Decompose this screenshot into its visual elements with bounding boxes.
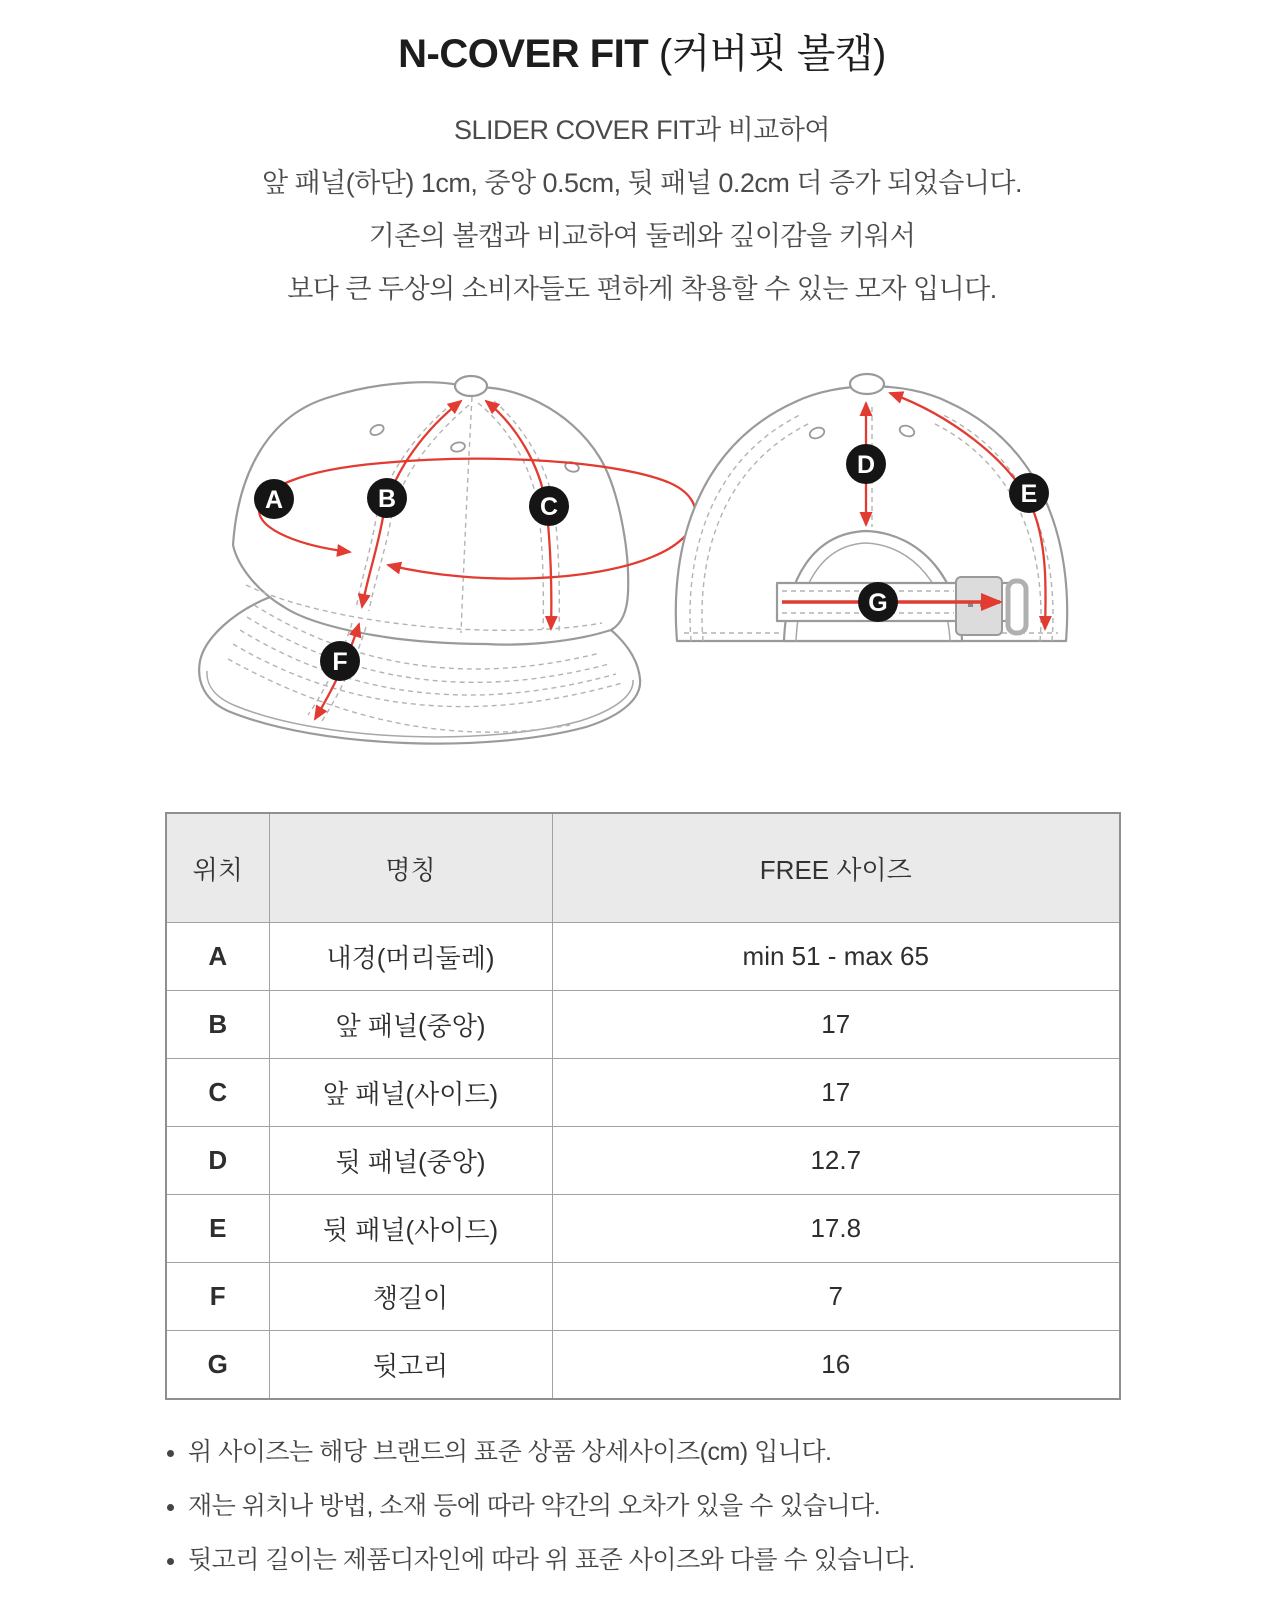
measure-label-g	[858, 582, 898, 622]
size-table-row	[166, 1331, 1120, 1400]
strap-end-ring	[1008, 581, 1026, 633]
cell-name: 챙길이	[269, 1263, 552, 1331]
svg-text:D: D	[856, 451, 876, 479]
description-line: 보다 큰 두상의 소비자들도 편하게 착용할 수 있는 모자 입니다.	[287, 274, 997, 304]
note-item: • 뒷고리 길이는 제품디자인에 따라 위 표준 사이즈와 다를 수 있습니다.	[188, 1545, 1198, 1575]
measure-label-c	[529, 486, 569, 526]
notes-list	[160, 1437, 1198, 1597]
measure-label-b	[367, 478, 407, 518]
cell-name: 뒷고리	[269, 1331, 552, 1400]
measure-label-a	[254, 479, 294, 519]
cell-position: A	[166, 923, 269, 991]
title-product-name: N-COVER FIT	[398, 32, 649, 76]
cap-back-view	[676, 374, 1067, 641]
strap-buckle	[956, 577, 1002, 635]
col-header-position: 위치	[166, 813, 269, 923]
cell-position: D	[166, 1127, 269, 1195]
cap-side-view	[199, 376, 695, 744]
description	[0, 104, 1284, 316]
description-line: 앞 패널(하단) 1cm, 중앙 0.5cm, 뒷 패널 0.2cm 더 증가 되었습니다.	[261, 168, 1023, 198]
note-item: • 위 사이즈는 해당 브랜드의 표준 상품 상세사이즈(cm) 입니다.	[188, 1437, 1198, 1467]
note-item: • 재는 위치나 방법, 소재 등에 따라 약간의 오차가 있을 수 있습니다.	[188, 1491, 1198, 1521]
page-title	[0, 22, 1284, 79]
size-table-row	[166, 991, 1120, 1059]
cell-position: F	[166, 1263, 269, 1331]
size-table-row	[166, 1059, 1120, 1127]
cell-position: B	[166, 991, 269, 1059]
cell-value: min 51 - max 65	[552, 923, 1120, 991]
cap-crown	[233, 382, 628, 644]
description-line: SLIDER COVER FIT과 비교하여	[454, 115, 830, 145]
description-line: 기존의 볼캡과 비교하여 둘레와 깊이감을 키워서	[368, 221, 916, 251]
cell-name: 앞 패널(사이드)	[269, 1059, 552, 1127]
svg-text:E: E	[1020, 480, 1038, 508]
size-table-row	[166, 923, 1120, 991]
size-table-header-row	[166, 813, 1120, 923]
cell-name: 뒷 패널(중앙)	[269, 1127, 552, 1195]
measure-label-d	[846, 444, 886, 484]
col-header-name: 명칭	[269, 813, 552, 923]
cell-value: 17	[552, 991, 1120, 1059]
measure-label-e	[1009, 473, 1049, 513]
cell-name: 앞 패널(중앙)	[269, 991, 552, 1059]
cap-measurement-diagram	[150, 353, 1140, 775]
cap-top-button	[455, 376, 487, 396]
measure-label-f	[320, 641, 360, 681]
size-table-row	[166, 1127, 1120, 1195]
size-table	[165, 812, 1121, 1400]
cell-value: 12.7	[552, 1127, 1120, 1195]
col-header-free-size: FREE 사이즈	[552, 813, 1120, 923]
cell-value: 17.8	[552, 1195, 1120, 1263]
cell-value: 7	[552, 1263, 1120, 1331]
svg-text:F: F	[332, 648, 348, 676]
svg-text:G: G	[868, 589, 888, 617]
cell-name: 내경(머리둘레)	[269, 923, 552, 991]
cell-position: C	[166, 1059, 269, 1127]
cap-top-button	[850, 374, 884, 394]
cell-position: E	[166, 1195, 269, 1263]
cell-name: 뒷 패널(사이드)	[269, 1195, 552, 1263]
size-table-row	[166, 1195, 1120, 1263]
cell-position: G	[166, 1331, 269, 1400]
svg-text:C: C	[539, 493, 559, 521]
size-table-row	[166, 1263, 1120, 1331]
cell-value: 17	[552, 1059, 1120, 1127]
title-product-name-korean: (커버핏 볼캡)	[658, 32, 886, 76]
svg-text:A: A	[264, 486, 284, 514]
cell-value: 16	[552, 1331, 1120, 1400]
svg-text:B: B	[377, 485, 397, 513]
